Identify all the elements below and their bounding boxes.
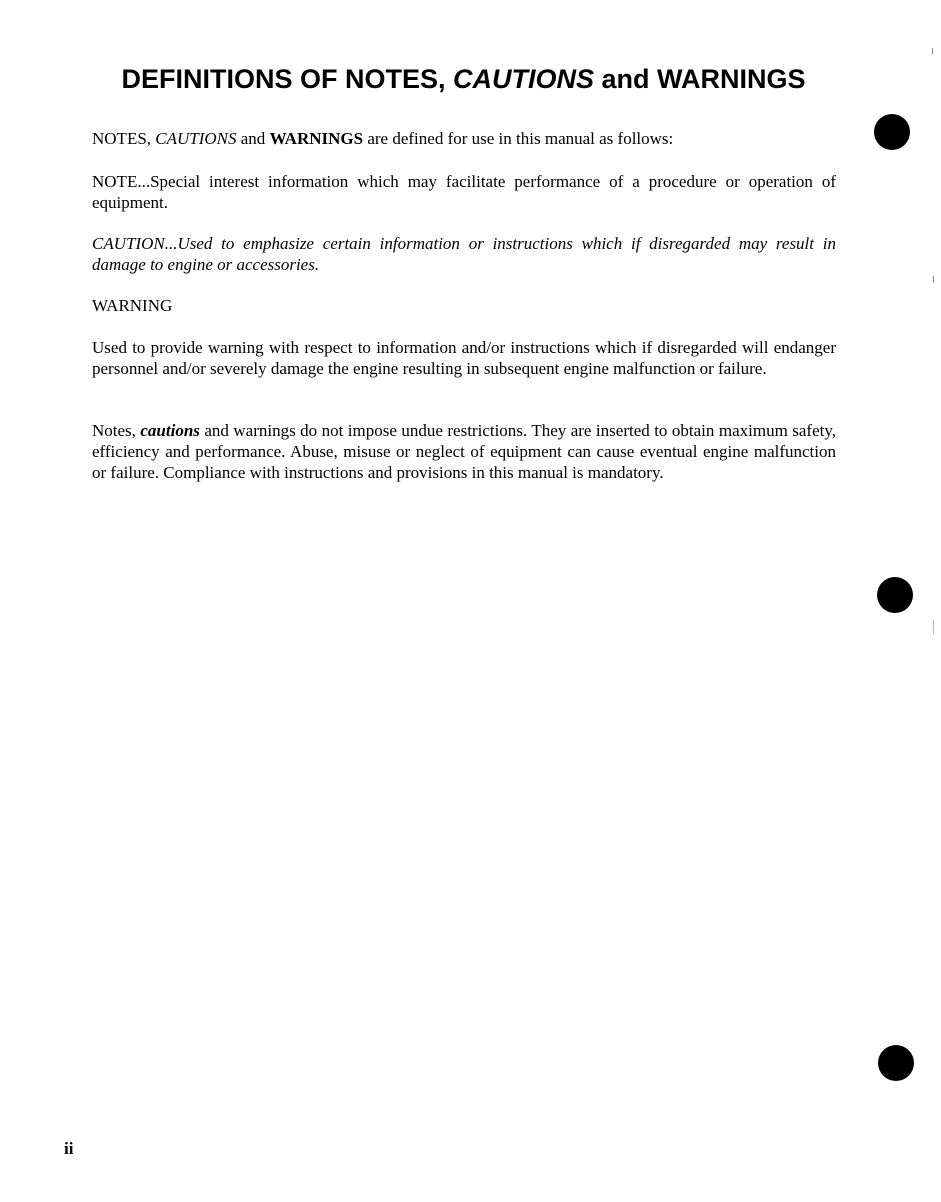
punch-hole-middle (877, 577, 913, 613)
punch-hole-bottom (878, 1045, 914, 1081)
intro-paragraph (92, 128, 836, 149)
warning-definition: Used to provide warning with respect to information and/or instructions which if disregarded will endanger personnel and/or severely damage the engine resulting in subsequent engine malfunction or failure. (92, 338, 836, 378)
page-title (0, 64, 927, 95)
scan-mark (933, 276, 934, 283)
title-cautions: CAUTIONS (453, 64, 594, 94)
caution-definition: CAUTION...Used to emphasize certain information or instructions which if disregarded may result in damage to engine or accessories. (92, 234, 836, 274)
closing-text: Notes, (92, 421, 141, 440)
page-number: ii (64, 1139, 74, 1158)
title-text: DEFINITIONS OF NOTES, (121, 64, 453, 94)
closing-cautions: cautions (140, 421, 200, 440)
intro-text: and (236, 129, 270, 148)
intro-text: NOTES, (92, 129, 156, 148)
closing-text: and warnings do not impose undue restrictions. They are inserted to obtain maximum safety, efficiency and performance. Abuse, misuse or neglect of equipment can cause eventual engine malfunction or failure. Compliance with instructions and provisions in this manual is mandatory. (92, 421, 836, 482)
title-text-end: and WARNINGS (594, 64, 806, 94)
note-definition: NOTE...Special interest information which may facilitate performance of a procedure or operation of equipment. (92, 172, 836, 212)
warning-heading: WARNING (92, 296, 173, 315)
intro-text: are defined for use in this manual as follows: (363, 129, 674, 148)
scan-mark (933, 620, 934, 634)
punch-hole-top (874, 114, 910, 150)
intro-warnings: WARNINGS (269, 129, 364, 148)
closing-paragraph (92, 420, 836, 483)
intro-cautions: CAUTIONS (155, 129, 237, 148)
scan-mark (932, 48, 933, 54)
